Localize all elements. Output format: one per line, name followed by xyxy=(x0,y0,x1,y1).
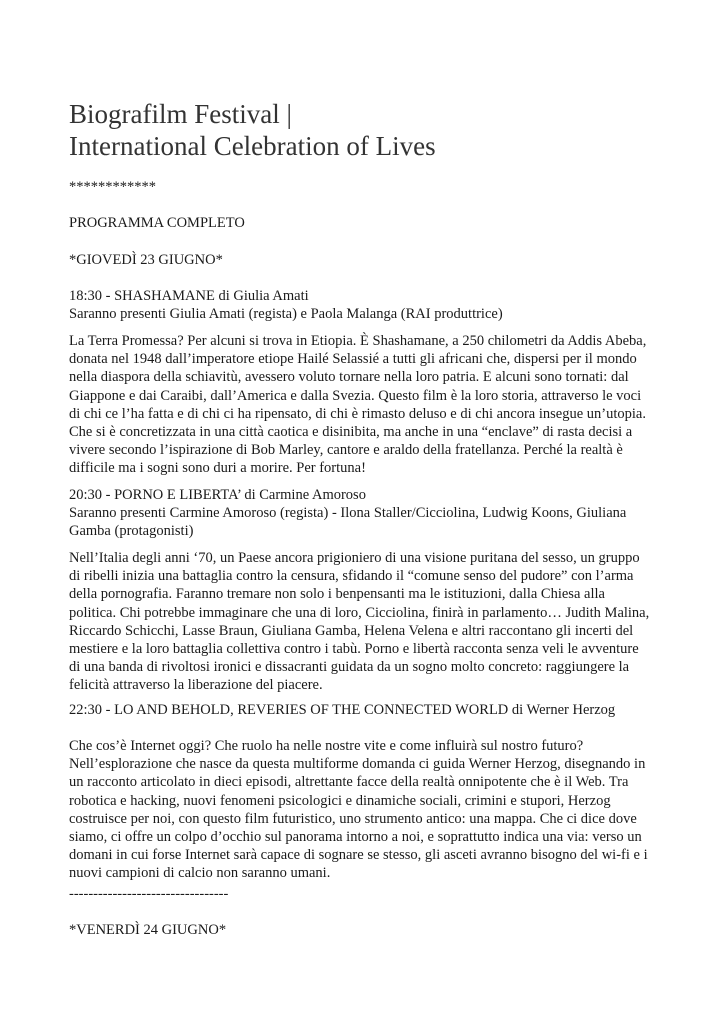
description-line: donata nel 1948 dall’imperatore etiope Hailé Selassié a tutti gli africani che, dispersi per il mondo xyxy=(69,351,637,368)
event-porno-e-liberta xyxy=(69,486,659,541)
description-line: di chi ce l’ha fatta e di chi ci ha ripensato, di chi è rimasto deluso e di chi ancora insegue un’utopia. xyxy=(69,405,646,422)
description-line: un racconto articolato in dieci episodi, altrettante facce della realtà onnipotente che è il Web. Tra xyxy=(69,774,629,791)
event-title: 20:30 - PORNO E LIBERTA’ di Carmine Amoroso xyxy=(69,487,366,503)
dash-separator: --------------------------------- xyxy=(69,886,229,902)
event-title: 18:30 - SHASHAMANE di Giulia Amati xyxy=(69,288,309,304)
day-heading-thursday: *GIOVEDÌ 23 GIUGNO* xyxy=(69,252,223,268)
event-guests: Saranno presenti Carmine Amoroso (regista) - Ilona Staller/Cicciolina, Ludwig Koons, Giuliana xyxy=(69,505,627,522)
event-lo-and-behold xyxy=(69,701,659,719)
program-heading: PROGRAMMA COMPLETO xyxy=(69,215,245,231)
title-line-2: International Celebration of Lives xyxy=(69,131,436,161)
event-title: 22:30 - LO AND BEHOLD, REVERIES OF THE CONNECTED WORLD di Werner Herzog xyxy=(69,702,616,718)
description-line: nuovi campioni di calcio non saranno umani. xyxy=(69,865,331,882)
description-line: politica. Chi potrebbe immaginare che una di loro, Cicciolina, finirà in parlamento… Judith Malina, xyxy=(69,604,650,621)
description-line: robotica e hacking, nuovi fenomeni psicologici e dinamiche sociali, crimini e stupori, Herzog xyxy=(69,792,611,809)
description-line: difficile ma i sogni sono duri a morire. Per fortuna! xyxy=(69,460,366,477)
day-heading-friday: *VENERDÌ 24 GIUGNO* xyxy=(69,922,227,938)
description-line: nella diaspora della schiavitù, avessero voluto tornare nella loro patria. E alcuni sono tornati: dal xyxy=(69,369,629,386)
description-line: Nell’Italia degli anni ‘70, un Paese ancora prigioniero di una visione puritana del sesso, un gruppo xyxy=(69,550,640,566)
description-line: domani in cui forse Internet sarà capace di sognare se stesso, gli asceti avranno bisogno del wi-fi e i xyxy=(69,847,648,864)
event-shashamane xyxy=(69,287,659,323)
event-description xyxy=(69,332,659,478)
title-line-1: Biografilm Festival | xyxy=(69,99,292,129)
description-line: siamo, ci offre un colpo d’occhio sul panorama intorno a noi, e soprattutto indica una via: verso un xyxy=(69,829,642,846)
event-guests: Gamba (protagonisti) xyxy=(69,523,194,540)
event-guests: Saranno presenti Giulia Amati (regista) e Paola Malanga (RAI produttrice) xyxy=(69,306,503,323)
description-line: costruisce per noi, con questo film futuristico, uno strumento antico: una mappa. Che ci dice dove xyxy=(69,810,637,827)
description-line: vivere secondo l’ispirazione di Bob Marley, cantore e araldo della fratellanza. Perché la realtà è xyxy=(69,442,623,459)
description-line: di una banda di rivoltosi ironici e dissacranti guidata da un sogno molto concreto: raggiungere la xyxy=(69,659,630,676)
description-line: Che si è concretizzata in una città caotica e disinibita, ma anche in una “enclave” di rasta decisi a xyxy=(69,424,633,441)
stars-separator: ************ xyxy=(69,179,156,195)
description-line: Giappone e dai Caraibi, dall’America e dalla Svezia. Questo film è la loro storia, attraverso le voci xyxy=(69,387,642,404)
document-title xyxy=(69,98,669,162)
description-line: di ribelli inizia una battaglia contro la censura, sfidando il “comune senso del pudore” con l’arma xyxy=(69,568,634,585)
event-description xyxy=(69,737,659,883)
description-line: Che cos’è Internet oggi? Che ruolo ha nelle nostre vite e come influirà sul nostro futuro? xyxy=(69,738,584,754)
description-line: mestiere e la loro battaglia collettiva contro i tabù. Porno e libertà racconta senza veli le avventure xyxy=(69,641,639,658)
description-line: Nell’esplorazione che nasce da questa multiforme domanda ci guida Werner Herzog, disegnando in xyxy=(69,756,646,773)
description-line: felicità attraverso la liberazione del piacere. xyxy=(69,677,323,694)
event-description xyxy=(69,549,659,695)
description-line: Riccardo Schicchi, Lasse Braun, Giuliana Gamba, Helena Velena e altri raccontano gli incerti del xyxy=(69,622,634,639)
description-line: della pornografia. Faranno tremare non solo i benpensanti ma le istituzioni, dalla Chiesa alla xyxy=(69,586,605,603)
description-line: La Terra Promessa? Per alcuni si trova in Etiopia. È Shashamane, a 250 chilometri da Addis Abeba, xyxy=(69,333,647,349)
